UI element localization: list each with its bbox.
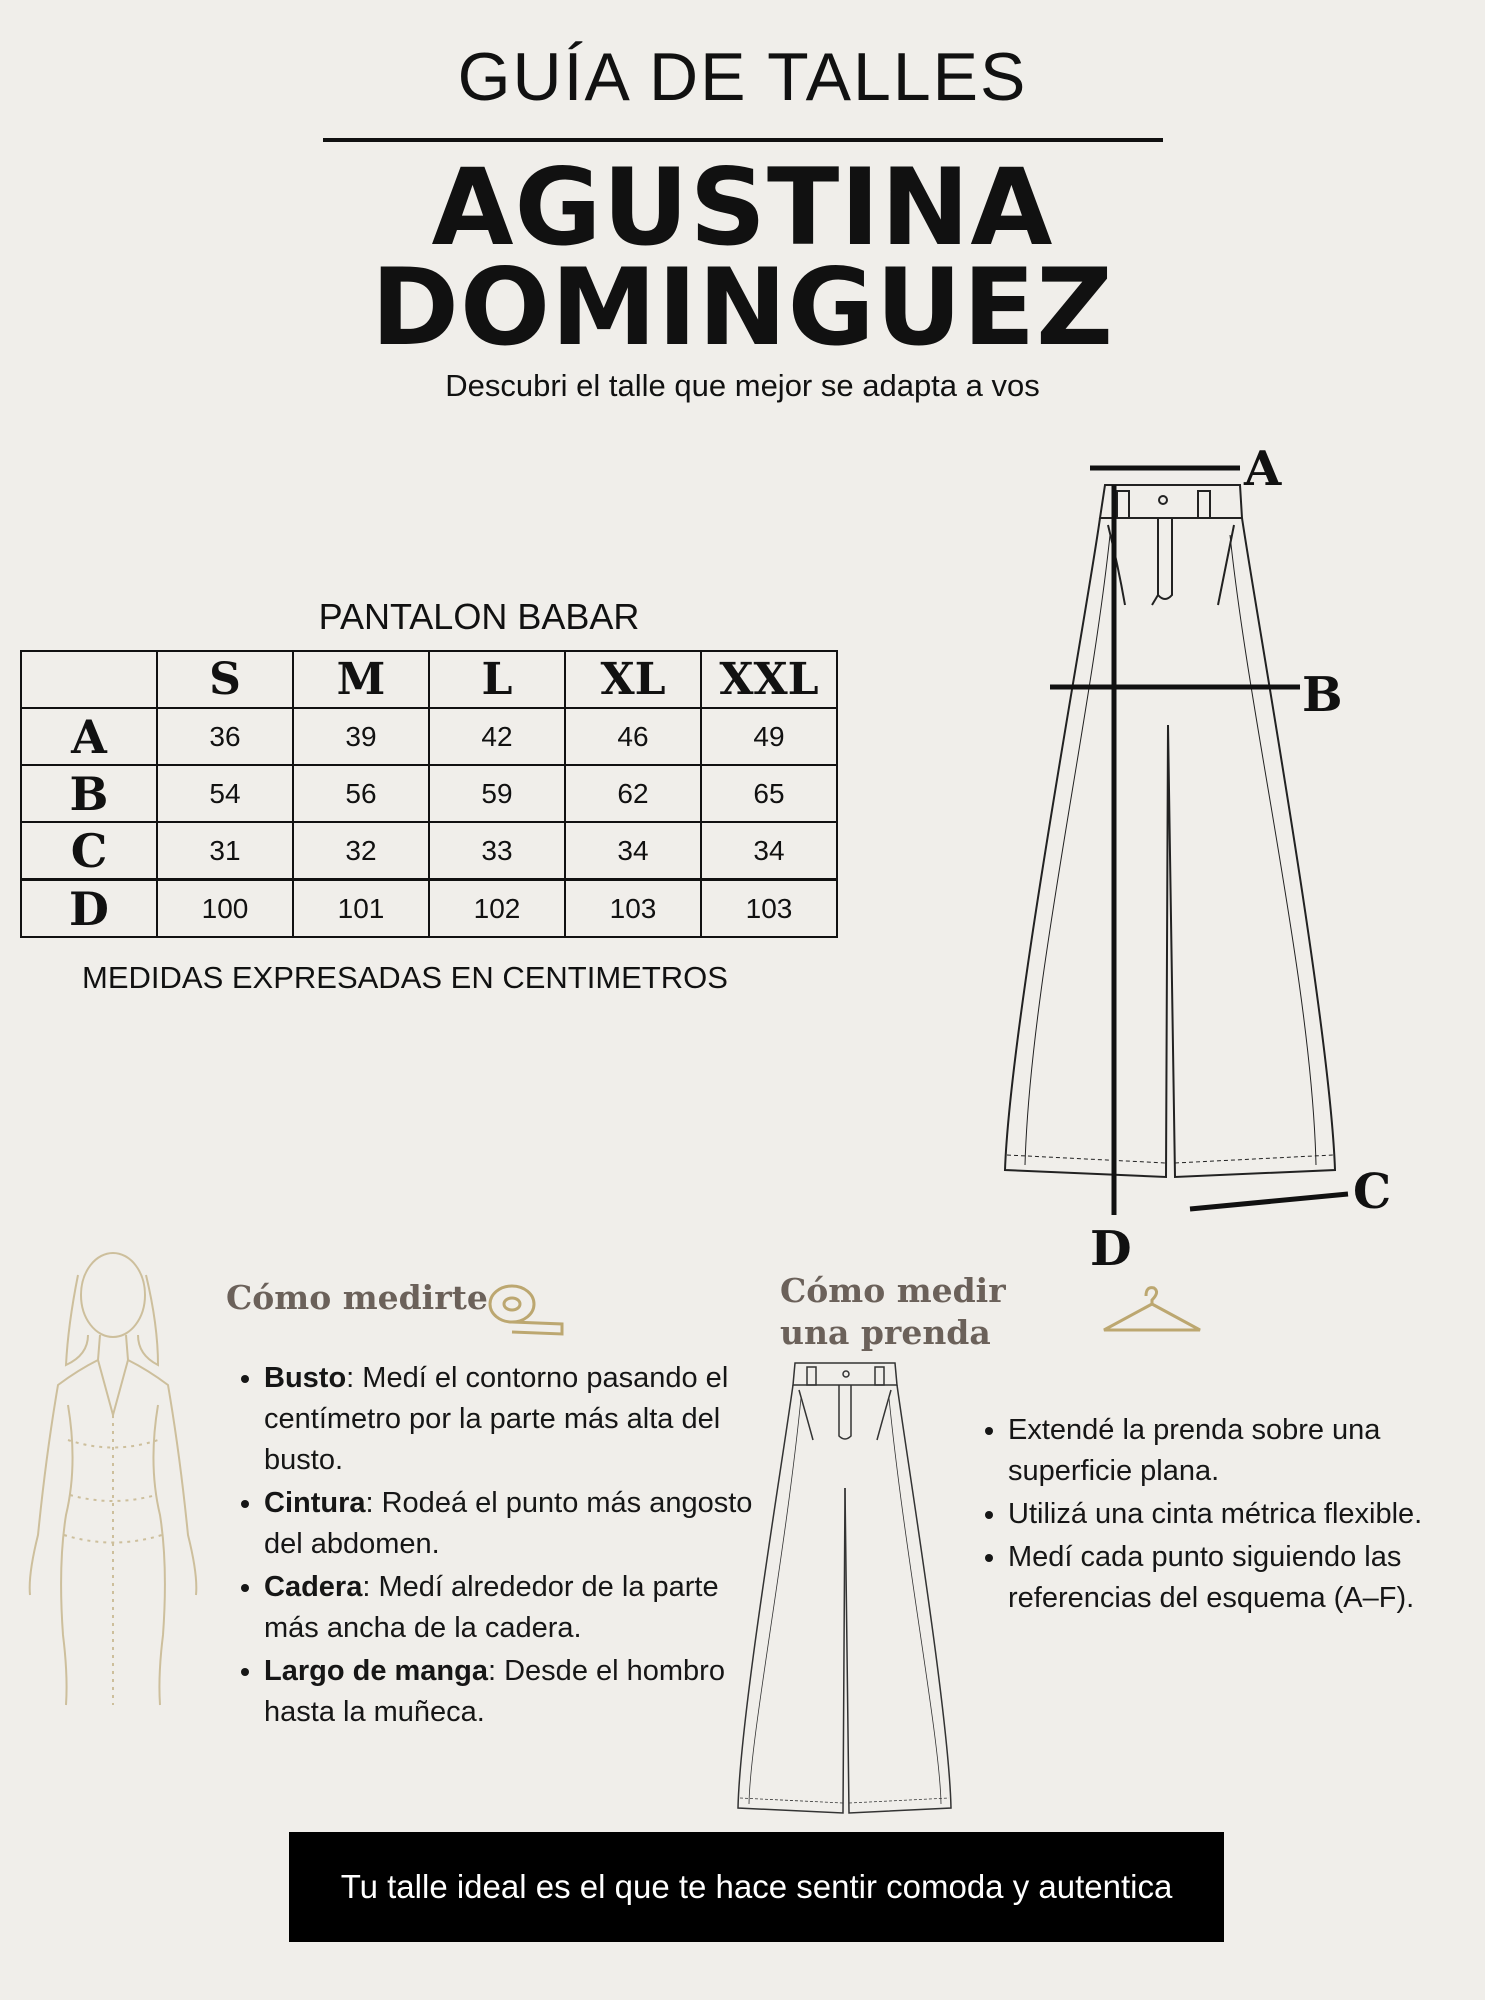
body-figure-illustration bbox=[18, 1235, 208, 1715]
table-cell: 36 bbox=[157, 708, 293, 765]
size-header-m: M bbox=[293, 651, 429, 708]
how-to-measure-title: Cómo medirte bbox=[226, 1278, 488, 1317]
row-label-b: B bbox=[21, 765, 157, 822]
table-cell: 39 bbox=[293, 708, 429, 765]
tip-term: Busto bbox=[264, 1362, 347, 1394]
brand-name bbox=[0, 146, 1485, 369]
table-cell: 103 bbox=[565, 880, 701, 938]
row-label-d: D bbox=[21, 880, 157, 938]
table-row bbox=[21, 822, 837, 880]
table-cell: 101 bbox=[293, 880, 429, 938]
tip-text: : Desde el hombro hasta la muñeca. bbox=[264, 1655, 725, 1728]
table-cell: 34 bbox=[565, 822, 701, 880]
table-row bbox=[21, 708, 837, 765]
size-header-row bbox=[21, 651, 837, 708]
brand-line-2: DOMINGUEZ bbox=[370, 246, 1115, 369]
size-header-l: L bbox=[429, 651, 565, 708]
table-cell: 103 bbox=[701, 880, 837, 938]
body-measure-tips bbox=[222, 1358, 754, 1735]
footer-text: Tu talle ideal es el que te hace sentir comoda y autentica bbox=[340, 1868, 1173, 1905]
table-cell: 65 bbox=[701, 765, 837, 822]
tagline: Descubri el talle que mejor se adapta a vos bbox=[445, 368, 1040, 403]
table-row bbox=[21, 880, 837, 938]
table-cell: 54 bbox=[157, 765, 293, 822]
diagram-label-b: B bbox=[1302, 667, 1343, 723]
table-cell: 42 bbox=[429, 708, 565, 765]
table-cell: 102 bbox=[429, 880, 565, 938]
size-header-xxl: XXL bbox=[701, 651, 837, 708]
page-title: GUÍA DE TALLES bbox=[457, 39, 1028, 115]
list-item bbox=[264, 1567, 754, 1649]
tip-text: : Medí el contorno pasando el centímetro por la parte más alta del busto. bbox=[264, 1362, 729, 1476]
list-item: • Utilizá una cinta métrica flexible. bbox=[1008, 1494, 1478, 1535]
tip-term: Cadera bbox=[264, 1571, 363, 1603]
list-item bbox=[264, 1358, 754, 1481]
list-item: • Medí cada punto siguiendo las referencias del esquema (A–F). bbox=[1008, 1537, 1478, 1619]
table-cell: 62 bbox=[565, 765, 701, 822]
table-cell: 31 bbox=[157, 822, 293, 880]
row-label-c: C bbox=[21, 822, 157, 880]
measuring-tape-icon bbox=[482, 1278, 568, 1336]
measure-line-c bbox=[1190, 1194, 1348, 1209]
size-header-xl: XL bbox=[565, 651, 701, 708]
garment-measure-tips bbox=[966, 1410, 1478, 1621]
list-item bbox=[264, 1483, 754, 1565]
table-corner-cell bbox=[21, 651, 157, 708]
tip-text: : Rodeá el punto más angosto del abdomen. bbox=[264, 1487, 753, 1560]
table-cell: 59 bbox=[429, 765, 565, 822]
list-item: • Extendé la prenda sobre una superficie plana. bbox=[1008, 1410, 1478, 1492]
diagram-label-a: A bbox=[1244, 441, 1282, 497]
tip-term: Largo de manga bbox=[264, 1655, 488, 1687]
units-note: MEDIDAS EXPRESADAS EN CENTIMETROS bbox=[82, 960, 728, 995]
diagram-label-c: C bbox=[1353, 1164, 1392, 1220]
table-cell: 100 bbox=[157, 880, 293, 938]
table-cell: 34 bbox=[701, 822, 837, 880]
product-name: PANTALON BABAR bbox=[318, 596, 640, 637]
table-cell: 33 bbox=[429, 822, 565, 880]
tip-text: : Medí alrededor de la parte más ancha de la cadera. bbox=[264, 1571, 719, 1644]
list-item bbox=[264, 1651, 754, 1733]
measure-lines bbox=[1050, 468, 1348, 1215]
pants-sketch bbox=[735, 1358, 955, 1818]
table-cell: 49 bbox=[701, 708, 837, 765]
table-cell: 56 bbox=[293, 765, 429, 822]
table-cell: 46 bbox=[565, 708, 701, 765]
header-divider bbox=[323, 138, 1163, 142]
how-to-measure-garment-title: Cómo medir una prenda bbox=[780, 1271, 1006, 1352]
size-table bbox=[20, 650, 838, 938]
footer-banner bbox=[289, 1832, 1224, 1942]
table-row bbox=[21, 765, 837, 822]
tip-term: Cintura bbox=[264, 1487, 366, 1519]
size-header-s: S bbox=[157, 651, 293, 708]
row-label-a: A bbox=[21, 708, 157, 765]
pants-measurement-diagram bbox=[990, 425, 1392, 1285]
brand-line-1: AGUSTINA bbox=[431, 146, 1054, 269]
hanger-icon bbox=[1100, 1284, 1204, 1342]
diagram-label-d: D bbox=[1090, 1221, 1132, 1277]
pants-outline bbox=[1005, 485, 1335, 1177]
table-cell: 32 bbox=[293, 822, 429, 880]
